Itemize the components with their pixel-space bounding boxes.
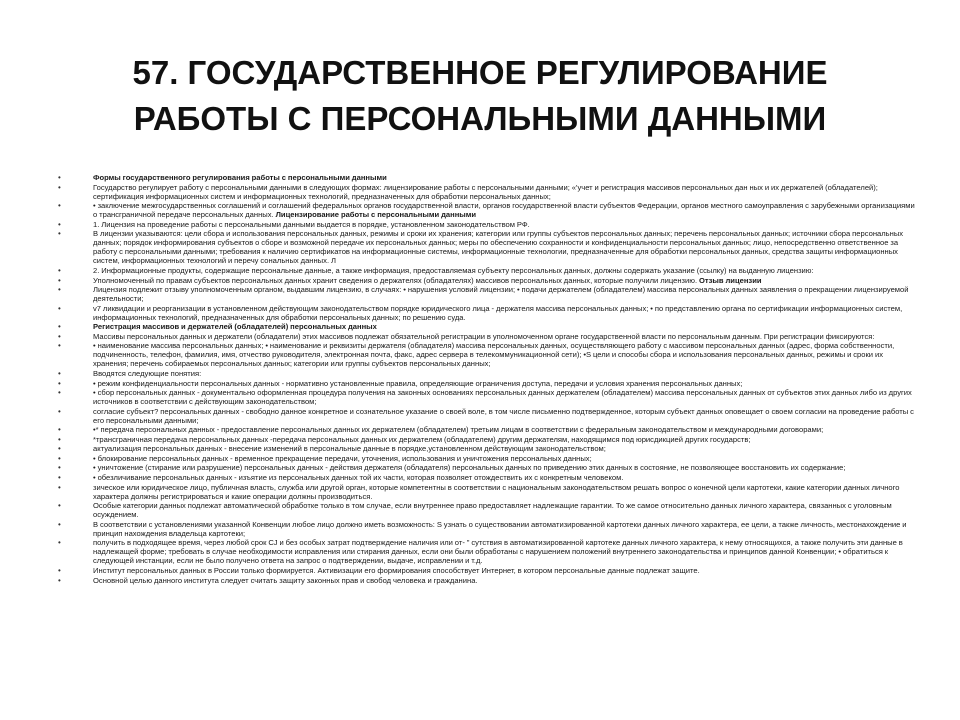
bullet-item — [58, 576, 918, 585]
bullet-text: •* передача персональных данных - предоставление персональных данных их держателем (обладателем) третьим лицам в соответствии с федеральным законодательством и международными договорами; — [93, 425, 824, 435]
bullet-text: *трансграничная передача персональных данных -передача персональных данных их держателем (обладателем) другим держателям, находящимся под юрисдикцией других государств; — [93, 434, 751, 444]
bullet-item — [58, 369, 918, 378]
bullet-item — [58, 520, 918, 538]
bullet-dot: • — [58, 275, 61, 285]
bullet-text: Особые категории данных подлежат автоматической обработке только в том случае, если внутреннее право предоставляет надлежащие гарантии. То же самое относительно данных личного характера, связанных с уголовным осуждением. — [93, 501, 892, 520]
bullet-text: согласие субъект? персональных данных - свободно данное конкретное и сознательное указание о своей воле, в том числе письменно подтвержденное, которым субъект данных оповещает о своем согласии на проведение работы с его персональными данными; — [93, 406, 914, 425]
bullet-item — [58, 220, 918, 229]
bullet-item — [58, 483, 918, 501]
bullet-subheading: Отзыв лицензии — [697, 275, 762, 285]
bullet-dot: • — [58, 201, 61, 211]
bullet-dot: • — [58, 331, 61, 341]
bullet-item — [58, 173, 918, 182]
bullet-item — [58, 538, 918, 565]
bullet-dot: • — [58, 501, 61, 511]
bullet-item — [58, 566, 918, 575]
bullet-item — [58, 379, 918, 388]
bullet-item — [58, 276, 918, 285]
bullet-dot: • — [58, 173, 61, 182]
bullet-text: Массивы персональных данных и держатели (обладатели) этих массивов подлежат обязательной регистрации в уполномоченном органе государственной власти по персональным данным. При регистрации фиксируются: — [93, 331, 875, 341]
slide-title — [40, 50, 920, 142]
bullet-text: • уничтожение (стирание или разрушение) персональных данных - действия держателя (обладателя) персональных данных по приведению этих данных в состояние, не позволяющее восстановить их содержание; — [93, 463, 846, 473]
bullet-dot: • — [58, 519, 61, 529]
bullet-dot: • — [58, 565, 61, 575]
bullet-text: Основной целью данного института следует считать защиту законных прав и свобод человека и гражданина. — [93, 575, 478, 585]
bullet-dot: • — [58, 219, 61, 229]
bullet-text: В соответствии с установлениями указанной Конвенции любое лицо должно иметь возможность: S узнать о существовании автоматизированной картотеки данных личного характера, ее цели, а также личность, местонахождение и принцип нахождения владельца картотеки; — [93, 519, 907, 538]
bullet-text: • блокирование персональных данных - временное прекращение передачи, уточнения, использования и уничтожения персональных данных; — [93, 453, 592, 463]
bullet-dot: • — [58, 538, 61, 548]
bullet-text: В лицензии указываются: цели сбора и использования персональных данных, режимы и сроки их хранения; категории или группы субъектов персональных данных; перечень персональных данных; источники сбора персональных данных; порядок информирования субъектов о сборе и возможной передаче их персональных данных; меры по обеспечению сохранности и конфиденциальности персональных данных; лицо, непосредственно ответственное за работу с персональными данными; требования к наличию сертификатов на информационные системы, информационные технологии, предназначенные для обработки персональных данных, средства защиты информационных систем, информационных технологий и перечу сональных данных. Л — [93, 229, 904, 266]
bullet-item — [58, 332, 918, 341]
bullet-item — [58, 229, 918, 265]
bullet-item — [58, 322, 918, 331]
bullet-dot: • — [58, 265, 61, 275]
bullet-dot: • — [58, 434, 61, 444]
bullet-text: Государство регулирует работу с персональными данными в следующих формах: лицензирование работы с персональными данными; «'учет и регистрация массивов персональных дан ных и их держателей (обладателей); сертификация информационных систем и информационных технологий, предназначенных для обработки персональных данных; — [93, 182, 878, 201]
bullet-item — [58, 388, 918, 406]
bullet-item — [58, 304, 918, 322]
bullet-dot: • — [58, 425, 61, 435]
bullet-dot: • — [58, 285, 61, 295]
bullet-dot: • — [58, 182, 61, 192]
bullet-dot: • — [58, 378, 61, 388]
bullet-item — [58, 341, 918, 368]
bullet-dot: • — [58, 473, 61, 482]
bullet-item — [58, 473, 918, 482]
bullet-subheading: Лицензирование работы с персональными данными — [273, 210, 477, 220]
bullet-text: Институт персональных данных в России только формируется. Активизации его формирования способствует Интернет, в котором персональные данные подлежат защите. — [93, 565, 700, 575]
bullet-list — [58, 173, 918, 585]
bullet-dot: • — [58, 444, 61, 454]
bullet-item — [58, 435, 918, 444]
bullet-heading: Регистрация массивов и держателей (обладателей) персональных данных — [93, 322, 377, 332]
bullet-item — [58, 285, 918, 303]
bullet-dot: • — [58, 406, 61, 416]
bullet-item — [58, 501, 918, 519]
bullet-text: 1. Лицензия на проведение работы с персональными данными выдается в порядке, установленном законодательством РФ. — [93, 219, 530, 229]
bullet-text: Лицензия подлежит отзыву уполномоченным органом, выдавшим лицензию, в случаях: • нарушения условий лицензии; • подачи держателем (обладателем) массива персональных данных заявления о прекращении лицензируемой деятельности; — [93, 285, 909, 304]
bullet-dot: • — [58, 303, 61, 313]
slide-title-line-1: 57. ГОСУДАРСТВЕННОЕ РЕГУЛИРОВАНИЕ — [132, 54, 828, 91]
bullet-item — [58, 425, 918, 434]
bullet-text: • сбор персональных данных - документально оформленная процедура получения на законных основаниях персональных данных держателем (обладателем) массива персональных данных от субъектов этих данных либо из других источников в соответствии с действующим законодательством; — [93, 388, 912, 407]
bullet-dot: • — [58, 482, 61, 492]
bullet-item — [58, 201, 918, 219]
bullet-text: зическое или юридическое лицо, публичная власть, служба или другой орган, которые компетентны в соответствии с национальным законодательством решать вопрос о конечной цели картотеки, какие категории данных личного характера должны регистрироваться и какие операции должны производиться. — [93, 482, 900, 501]
bullet-dot: • — [58, 575, 61, 585]
bullet-text: Вводятся следующие понятия: — [93, 368, 202, 378]
bullet-text: • заключение межгосударственных соглашений и соглашений федеральных органов государственной власти, органов государственной власти субъектов Федерации, органов местного самоуправления с зарубежными организациями о трансграничной передаче персональных данных. — [93, 201, 915, 220]
bullet-dot: • — [58, 322, 61, 332]
bullet-heading: Формы государственного регулирования работы с персональными данными — [93, 173, 387, 182]
bullet-item — [58, 454, 918, 463]
bullet-dot: • — [58, 453, 61, 463]
bullet-dot: • — [58, 388, 61, 398]
bullet-dot: • — [58, 463, 61, 473]
bullet-text: v7 ликвидации и реорганизации в установленном действующим законодательством порядке юридического лица - держателя массива персональных данных; • по представлению органа по сертификации информационных систем, информационных технологий, предназначенных для обработки персональных данных; по решению суда. — [93, 303, 903, 322]
bullet-text: • обезличивание персональных данных - изъятие из персональных данных той их части, которая позволяет отождествить их с конкретным человеком. — [93, 473, 624, 482]
bullet-text: Уполномоченный по правам субъектов персональных данных хранит сведения о держателях (обладателях) массивов персональных данных, которые получили лицензию. — [93, 275, 698, 285]
bullet-item — [58, 266, 918, 275]
bullet-text: • наименование массива персональных данных; • наименование и реквизиты держателя (обладателя) массива персональных данных, осуществляющего работу с массивом персональных данных (адрес, форма собственности, подчиненность, телефон, фамилия, имя, отчество руководителя, электронная почта, факс, адрес сервера в телекоммуникационной сети); •S цели и способы сбора и использования персональных данных, режимы и сроки их хранения; перечень собираемых персональных данных; категории или группы субъектов персональных данных; — [93, 341, 895, 369]
bullet-dot: • — [58, 368, 61, 378]
bullet-dot: • — [58, 341, 61, 351]
bullet-item — [58, 444, 918, 453]
bullet-item — [58, 463, 918, 472]
bullet-item — [58, 407, 918, 425]
bullet-text: 2. Информационные продукты, содержащие персональные данные, а также информация, предоставляемая субъекту персональных данных, должны содержать указание (ссылку) на выданную лицензию: — [93, 265, 814, 275]
bullet-text: • режим конфиденциальности персональных данных - нормативно установленные правила, определяющие ограничения доступа, передачи и условия хранения персональных данных; — [93, 378, 743, 388]
bullet-dot: • — [58, 229, 61, 239]
slide-title-line-2: РАБОТЫ С ПЕРСОНАЛЬНЫМИ ДАННЫМИ — [133, 100, 827, 137]
bullet-item — [58, 183, 918, 201]
bullet-text: актуализация персональных данных - внесение изменений в персональные данные в порядке,установленном действующим законодательством; — [93, 444, 606, 454]
bullet-text: получить в подходящее время, через любой срок CJ и без особых затрат подтверждение наличия или от- " сутствия в автоматизированной картотеке данных личного характера, к нему относящихся, а также получить эти данные в надлежащей форме; требовать в случае необходимости исправления или стирания данных, если они были обработаны с нарушением положений внутреннего законодательства и принципов данной Конвенции; • обратиться к следующей инстанции, если не было получено ответа на запрос о подтверждении, выдаче, исправлении и т.д. — [93, 538, 903, 566]
